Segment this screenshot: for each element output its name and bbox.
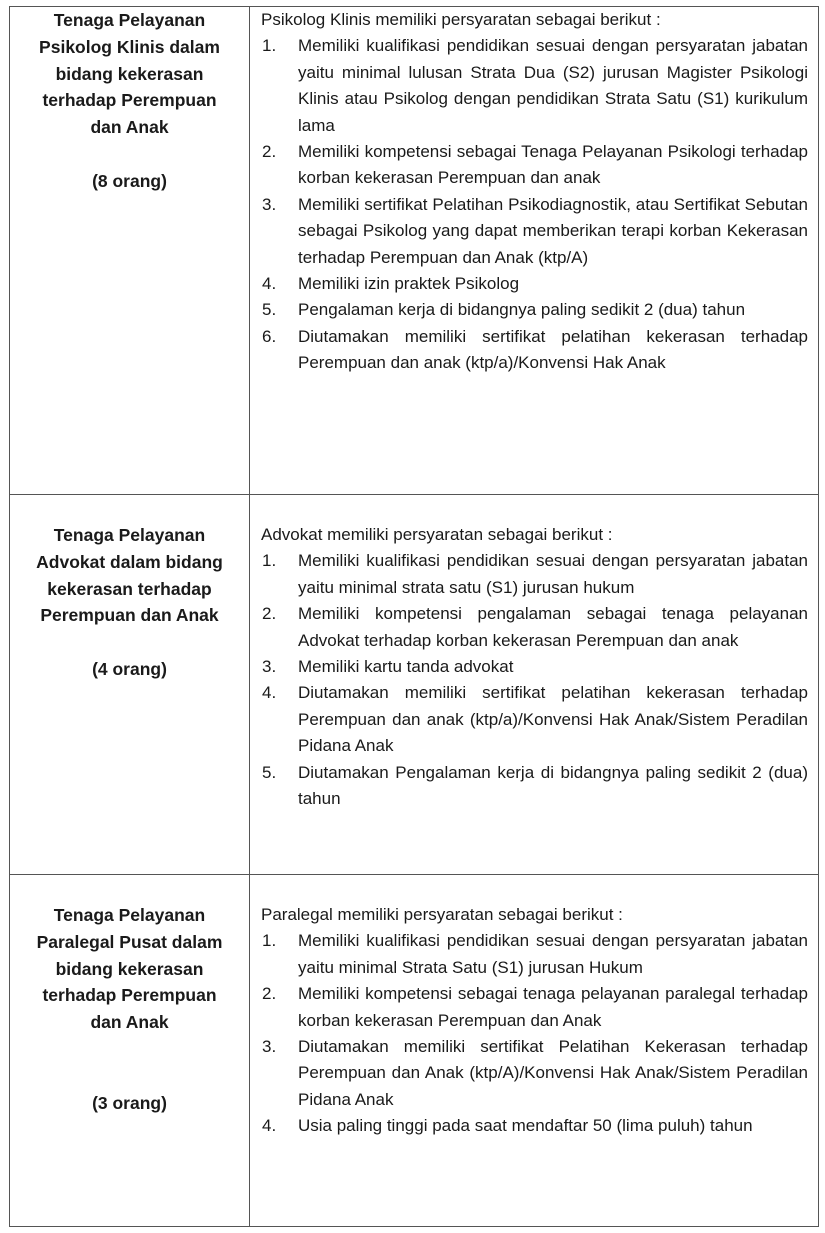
role-title-line: terhadap Perempuan bbox=[42, 985, 217, 1006]
requirements-intro: Paralegal memiliki persyaratan sebagai berikut : bbox=[261, 905, 623, 924]
table-row bbox=[10, 875, 819, 1227]
list-item bbox=[261, 601, 808, 654]
item-number: 3. bbox=[262, 657, 277, 677]
item-text: Diutamakan memiliki sertifikat Pelatihan Kekerasan terhadap Perempuan dan Anak (ktp/A)/Konvensi Hak Anak/Sistem Peradilan Pidana Anak bbox=[298, 1037, 808, 1109]
item-text: Memiliki kualifikasi pendidikan sesuai dengan persyaratan jabatan yaitu minimal lulusan Strata Dua (S2) jurusan Magister Psikologi Klinis atau Psikolog dengan pendidikan Strata Satu (S1) kurikulum lama bbox=[298, 36, 808, 135]
role-title-line: Advokat dalam bidang bbox=[36, 551, 223, 572]
list-item bbox=[261, 548, 808, 601]
list-item bbox=[261, 192, 808, 271]
list-item bbox=[261, 33, 808, 139]
item-number: 4. bbox=[262, 274, 277, 294]
item-number: 5. bbox=[262, 762, 277, 782]
role-title-line: Tenaga Pelayanan bbox=[53, 10, 206, 30]
item-text: Pengalaman kerja di bidangnya paling sedikit 2 (dua) tahun bbox=[298, 300, 746, 320]
item-number: 2. bbox=[262, 604, 277, 624]
table-row bbox=[10, 495, 819, 875]
role-title-line: bidang kekerasan bbox=[55, 63, 204, 84]
requirements-cell bbox=[250, 495, 819, 875]
requirements-list bbox=[261, 548, 808, 812]
role-title-line: bidang kekerasan bbox=[55, 958, 204, 979]
item-number: 3. bbox=[262, 194, 277, 214]
list-item bbox=[261, 324, 808, 377]
role-title-line: terhadap Perempuan bbox=[42, 90, 217, 111]
item-number: 2. bbox=[262, 984, 277, 1004]
list-item bbox=[261, 928, 808, 981]
list-item bbox=[261, 1034, 808, 1113]
staff-count: (3 orang) bbox=[92, 1092, 167, 1113]
item-text: Diutamakan Pengalaman kerja di bidangnya paling sedikit 2 (dua) tahun bbox=[298, 762, 808, 809]
item-number: 4. bbox=[262, 683, 277, 703]
requirements-cell bbox=[250, 875, 819, 1227]
role-cell bbox=[10, 495, 250, 875]
item-text: Memiliki kualifikasi pendidikan sesuai dengan persyaratan jabatan yaitu minimal Strata Satu (S1) jurusan Hukum bbox=[298, 931, 808, 977]
item-number: 2. bbox=[262, 142, 277, 162]
role-title-line: dan Anak bbox=[90, 1012, 169, 1033]
item-text: Memiliki sertifikat Pelatihan Psikodiagnostik, atau Sertifikat Sebutan sebagai Psikolog yang dapat memberikan terapi korban Kekerasan terhadap Perempuan dan Anak (ktp/A) bbox=[298, 194, 808, 267]
list-item bbox=[261, 271, 808, 297]
staff-count: (4 orang) bbox=[92, 659, 167, 680]
requirements-list bbox=[261, 928, 808, 1139]
staff-count: (8 orang) bbox=[92, 170, 167, 191]
item-number: 5. bbox=[262, 300, 277, 320]
requirements-cell bbox=[250, 7, 819, 495]
item-number: 1. bbox=[262, 931, 277, 951]
role-title-line: kekerasan terhadap bbox=[47, 578, 212, 599]
item-number: 4. bbox=[262, 1116, 277, 1136]
item-number: 6. bbox=[262, 326, 277, 346]
role-cell bbox=[10, 875, 250, 1227]
list-item bbox=[261, 680, 808, 759]
list-item bbox=[261, 654, 808, 680]
table-row bbox=[10, 7, 819, 495]
role-title-line: Perempuan dan Anak bbox=[40, 605, 219, 626]
list-item bbox=[261, 297, 808, 323]
list-item bbox=[261, 139, 808, 192]
role-title-line: dan Anak bbox=[90, 117, 169, 138]
requirements-list bbox=[261, 33, 808, 376]
requirements-intro: Psikolog Klinis memiliki persyaratan sebagai berikut : bbox=[261, 10, 661, 29]
item-text: Usia paling tinggi pada saat mendaftar 50 (lima puluh) tahun bbox=[298, 1116, 753, 1136]
item-text: Memiliki kompetensi sebagai tenaga pelayanan paralegal terhadap korban kekerasan Perempuan dan Anak bbox=[298, 984, 808, 1030]
role-cell bbox=[10, 7, 250, 495]
item-text: Memiliki kompetensi pengalaman sebagai tenaga pelayanan Advokat terhadap korban kekerasan Perempuan dan anak bbox=[298, 604, 808, 650]
item-text: Memiliki kompetensi sebagai Tenaga Pelayanan Psikologi terhadap korban kekerasan Perempuan dan anak bbox=[298, 142, 808, 188]
item-text: Memiliki kualifikasi pendidikan sesuai dengan persyaratan jabatan yaitu minimal strata satu (S1) jurusan hukum bbox=[298, 551, 808, 597]
list-item bbox=[261, 760, 808, 813]
requirements-table bbox=[9, 6, 819, 1227]
item-number: 1. bbox=[262, 551, 277, 571]
item-number: 3. bbox=[262, 1037, 277, 1057]
item-text: Memiliki izin praktek Psikolog bbox=[298, 274, 520, 294]
item-text: Diutamakan memiliki sertifikat pelatihan kekerasan terhadap Perempuan dan anak (ktp/a)/Konvensi Hak Anak bbox=[298, 326, 808, 373]
item-text: Diutamakan memiliki sertifikat pelatihan kekerasan terhadap Perempuan dan anak (ktp/a)/Konvensi Hak Anak/Sistem Peradilan Pidana Anak bbox=[298, 683, 808, 756]
item-number: 1. bbox=[262, 36, 277, 56]
list-item bbox=[261, 1113, 808, 1139]
role-title-line: Psikolog Klinis dalam bbox=[39, 36, 220, 57]
list-item bbox=[261, 981, 808, 1034]
role-title-line: Tenaga Pelayanan bbox=[53, 905, 206, 925]
requirements-intro: Advokat memiliki persyaratan sebagai berikut : bbox=[261, 525, 613, 544]
role-title-line: Tenaga Pelayanan bbox=[53, 525, 206, 545]
item-text: Memiliki kartu tanda advokat bbox=[298, 657, 514, 677]
role-title-line: Paralegal Pusat dalam bbox=[36, 931, 223, 952]
